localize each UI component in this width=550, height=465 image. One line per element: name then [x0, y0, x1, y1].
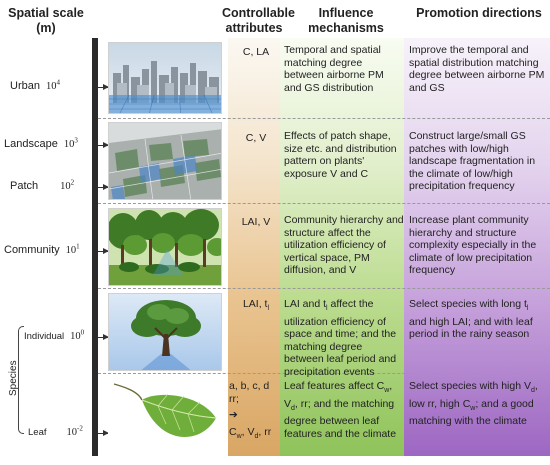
row4-influence: LAI and $t_l$ affect the utilization efficiency of space and time; and the matching degree between leaf period and precipitation events: [284, 298, 397, 378]
right-arrow-icon: ➔: [229, 409, 238, 421]
row2-influence: Effects of patch shape, size etc. and distribution pattern on plants' exposure V and C: [284, 130, 397, 180]
influence-mechanisms-header: Influence mechanisms: [308, 6, 384, 35]
urban-city-image: [108, 42, 222, 114]
scale-axis-bar: [92, 38, 98, 456]
scale-urban: [10, 80, 60, 92]
controllable-line3: $C_w$, $V_d$, rr: [229, 425, 272, 440]
landscape-patch-image: [108, 122, 222, 200]
scale-name: Patch: [10, 180, 39, 192]
scale-name: Urban: [10, 80, 40, 92]
leaf-image: [108, 378, 222, 452]
scale-community: [4, 244, 80, 256]
scale-power: $10^2$: [60, 178, 75, 192]
arrow-landscape: [98, 145, 108, 146]
row-divider: [98, 203, 550, 204]
scale-power: $10^0$: [70, 328, 85, 342]
row1-controllable: C, LA: [242, 46, 270, 58]
row-divider: [98, 288, 550, 289]
scale-leaf: [28, 424, 83, 438]
community-forest-image: [108, 208, 222, 286]
scale-individual: [24, 328, 85, 342]
row1-influence: Temporal and spatial matching degree between airborne PM and GS distribution: [284, 44, 384, 94]
controllable-attributes-header: Controllable attributes: [222, 6, 295, 35]
individual-tree-image: [108, 293, 222, 371]
scale-name: Landscape: [4, 138, 58, 150]
arrow-community: [98, 251, 108, 252]
row4-controllable: LAI, $t_l$: [242, 298, 270, 313]
row3-controllable: LAI, V: [241, 216, 271, 228]
row-divider: [98, 118, 550, 119]
promotion-directions-header: Promotion directions: [416, 6, 542, 20]
scale-name: Leaf: [28, 427, 47, 438]
scale-power: $10^{-2}$: [66, 424, 83, 438]
row5-promotion: Select species with high $V_d$, low rr, high $C_w$; and a good matching with the climate: [409, 380, 538, 428]
arrow-urban: [98, 87, 108, 88]
scale-power: $10^1$: [65, 242, 80, 256]
scale-landscape: [4, 138, 78, 150]
row5-controllable: [229, 380, 281, 443]
row1-promotion: Improve the temporal and spatial distribution matching degree between airborne PM and GS: [409, 44, 545, 94]
row2-controllable: C, V: [245, 132, 267, 144]
controllable-line1: a, b, c, d: [229, 380, 270, 392]
controllable-line2: rr;: [229, 392, 239, 405]
scale-name: Individual: [24, 331, 65, 342]
row2-promotion: Construct large/small GS patches with low/high landscape fragmentation in the climate of low/high precipitation frequency: [409, 130, 536, 192]
scale-name: Community: [4, 244, 60, 256]
arrow-patch: [98, 187, 108, 188]
arrow-leaf: [98, 433, 108, 434]
scale-power: $10^3$: [63, 136, 78, 150]
scale-power: $10^4$: [45, 78, 60, 92]
spatial-scale-header: Spatial scale (m): [8, 6, 84, 35]
scale-patch: [10, 180, 74, 192]
row3-influence: Community hierarchy and structure affect the utilization efficiency of vertical space, PM diffusion, and V: [284, 214, 404, 276]
row3-promotion: Increase plant community hierarchy and structure complexity especially in the climate of low precipitation frequency: [409, 214, 537, 276]
row5-influence: Leaf features affect $C_w$, $V_d$, rr; and the matching degree between leaf features and the climate: [284, 380, 397, 440]
arrow-individual: [98, 337, 108, 338]
species-label: Species: [8, 360, 19, 396]
row4-promotion: Select species with long $t_l$ and high LAI; and with leaf period in the rainy season: [409, 298, 533, 341]
